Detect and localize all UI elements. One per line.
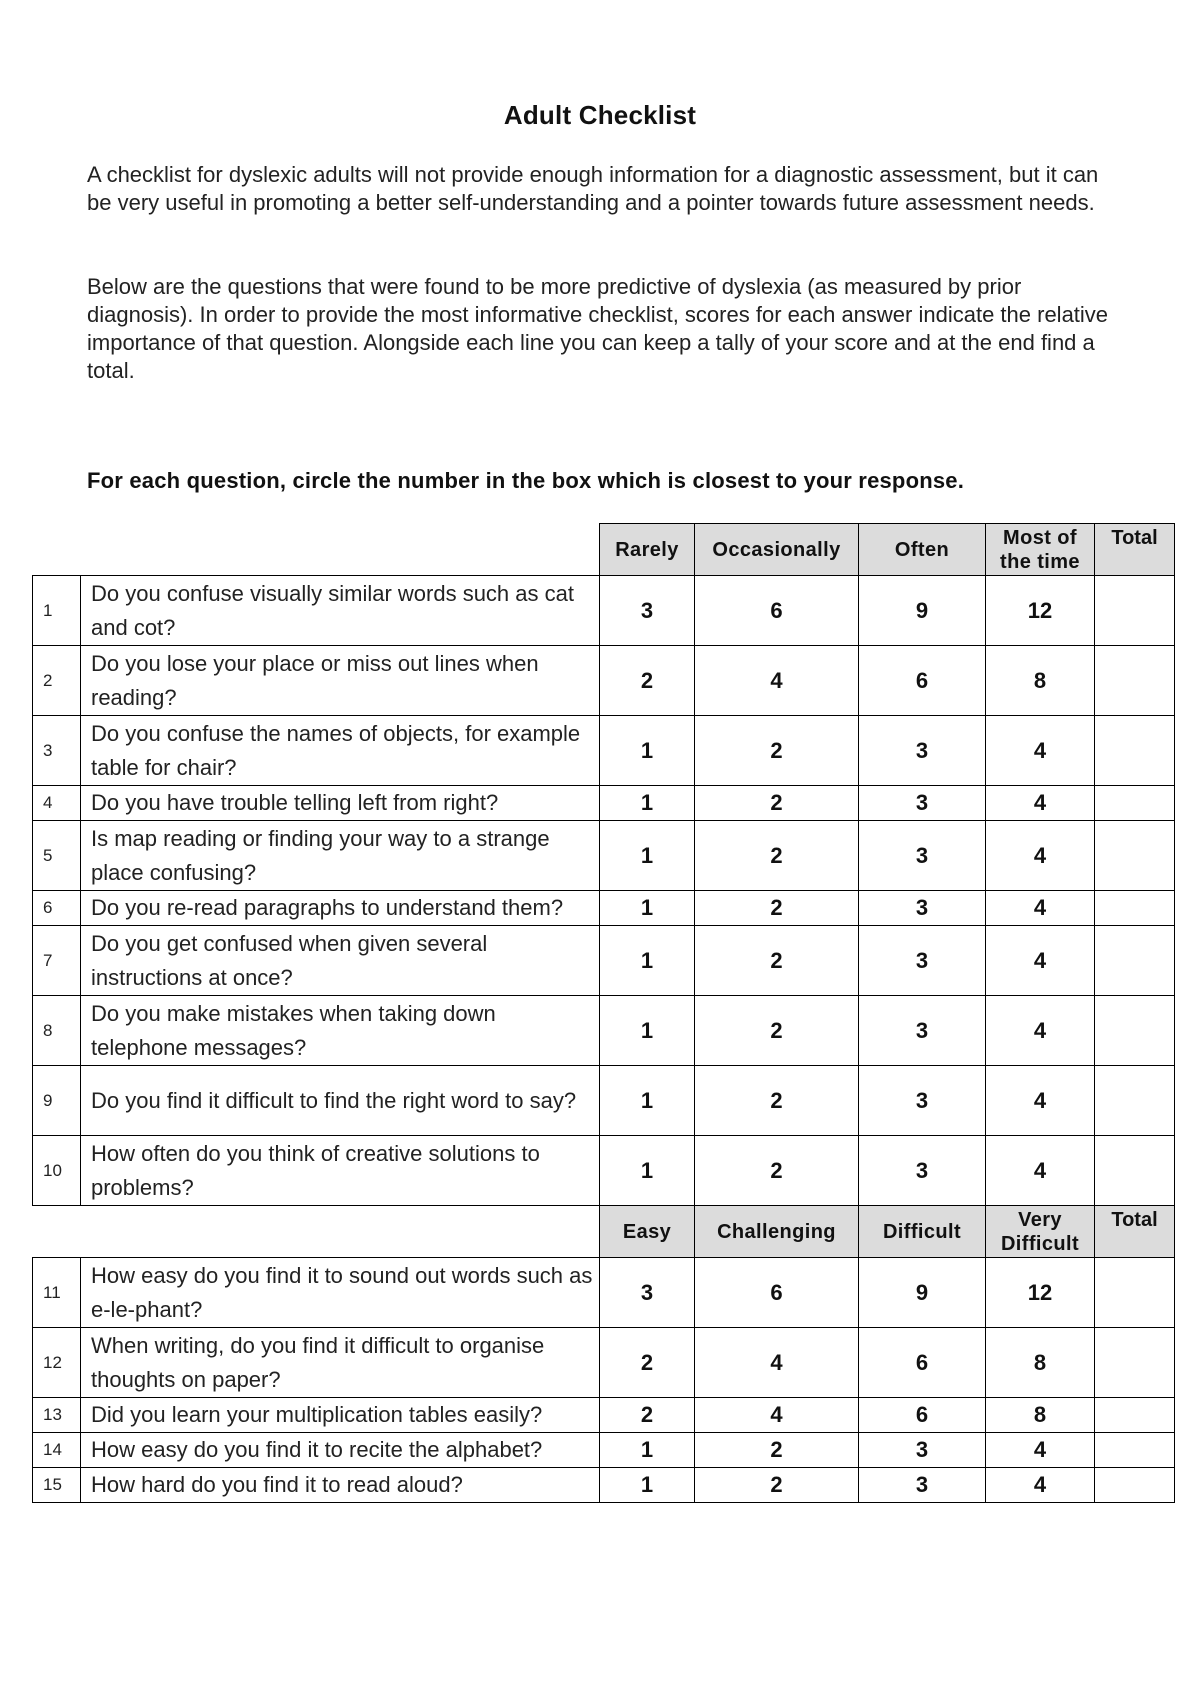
question-row [33, 1328, 1175, 1398]
question-text: Did you learn your multiplication tables easily? [81, 1398, 600, 1433]
total-tally-cell[interactable] [1095, 1328, 1175, 1398]
score-option[interactable]: 4 [986, 926, 1095, 996]
total-tally-cell[interactable] [1095, 716, 1175, 786]
header-spacer [33, 1206, 600, 1258]
score-option[interactable]: 8 [986, 1398, 1095, 1433]
score-option[interactable]: 4 [986, 716, 1095, 786]
question-number: 3 [33, 716, 81, 786]
score-option[interactable]: 3 [859, 1433, 986, 1468]
total-tally-cell[interactable] [1095, 646, 1175, 716]
score-option[interactable]: 1 [600, 1468, 695, 1503]
score-option[interactable]: 1 [600, 786, 695, 821]
question-row [33, 1258, 1175, 1328]
score-option[interactable]: 12 [986, 1258, 1095, 1328]
header-rarely: Rarely [600, 524, 695, 576]
header-total: Total [1095, 524, 1175, 576]
total-tally-cell[interactable] [1095, 1136, 1175, 1206]
intro-paragraph-2: Below are the questions that were found to be more predictive of dyslexia (as measured by prior diagnosis). In order to provide the most informative checklist, scores for each answer indicate the relative importance of that question. Alongside each line you can keep a tally of your score and at the end find a total. [87, 274, 1109, 383]
score-option[interactable]: 9 [859, 576, 986, 646]
question-number: 15 [33, 1468, 81, 1503]
score-option[interactable]: 2 [695, 821, 859, 891]
total-tally-cell[interactable] [1095, 926, 1175, 996]
instruction-text: For each question, circle the number in the box which is closest to your response. [87, 468, 965, 493]
header-often: Often [859, 524, 986, 576]
header-difficult: Difficult [859, 1206, 986, 1258]
score-option[interactable]: 4 [986, 1468, 1095, 1503]
score-option[interactable]: 4 [986, 891, 1095, 926]
question-text: Do you have trouble telling left from right? [81, 786, 600, 821]
total-tally-cell[interactable] [1095, 1468, 1175, 1503]
question-number: 12 [33, 1328, 81, 1398]
question-number: 6 [33, 891, 81, 926]
question-text: How easy do you find it to recite the alphabet? [81, 1433, 600, 1468]
header-total: Total [1095, 1206, 1175, 1258]
score-option[interactable]: 8 [986, 1328, 1095, 1398]
score-option[interactable]: 4 [986, 1433, 1095, 1468]
question-text: Do you lose your place or miss out lines when reading? [81, 646, 600, 716]
score-option[interactable]: 1 [600, 1066, 695, 1136]
total-tally-cell[interactable] [1095, 1398, 1175, 1433]
score-option[interactable]: 3 [859, 821, 986, 891]
question-text: Do you get confused when given several instructions at once? [81, 926, 600, 996]
score-option[interactable]: 2 [695, 1468, 859, 1503]
total-tally-cell[interactable] [1095, 891, 1175, 926]
question-text: Do you find it difficult to find the right word to say? [81, 1066, 600, 1136]
score-option[interactable]: 1 [600, 1136, 695, 1206]
header-spacer [33, 524, 600, 576]
question-number: 7 [33, 926, 81, 996]
question-text: When writing, do you find it difficult to organise thoughts on paper? [81, 1328, 600, 1398]
question-text: Is map reading or finding your way to a strange place confusing? [81, 821, 600, 891]
question-row [33, 646, 1175, 716]
header-easy: Easy [600, 1206, 695, 1258]
score-option[interactable]: 2 [695, 891, 859, 926]
score-option[interactable]: 1 [600, 891, 695, 926]
intro-paragraph-1: A checklist for dyslexic adults will not provide enough information for a diagnostic assessment, but it can be very useful in promoting a better self-understanding and a pointer towards future assessment needs. [87, 162, 1099, 215]
total-tally-cell[interactable] [1095, 821, 1175, 891]
score-option[interactable]: 3 [859, 716, 986, 786]
question-row [33, 786, 1175, 821]
question-row [33, 891, 1175, 926]
score-option[interactable]: 4 [695, 1398, 859, 1433]
question-row [33, 1398, 1175, 1433]
score-option[interactable]: 2 [695, 1066, 859, 1136]
header-challenging: Challenging [695, 1206, 859, 1258]
score-option[interactable]: 4 [986, 821, 1095, 891]
score-option[interactable]: 4 [986, 1066, 1095, 1136]
score-option[interactable]: 6 [695, 1258, 859, 1328]
score-option[interactable]: 8 [986, 646, 1095, 716]
score-option[interactable]: 6 [695, 576, 859, 646]
score-option[interactable]: 4 [695, 1328, 859, 1398]
score-option[interactable]: 2 [695, 786, 859, 821]
question-number: 14 [33, 1433, 81, 1468]
score-option[interactable]: 3 [859, 1468, 986, 1503]
score-option[interactable]: 1 [600, 1433, 695, 1468]
score-option[interactable]: 2 [695, 1433, 859, 1468]
question-text: Do you confuse visually similar words such as cat and cot? [81, 576, 600, 646]
question-row [33, 1136, 1175, 1206]
question-number: 8 [33, 996, 81, 1066]
score-option[interactable]: 2 [600, 1328, 695, 1398]
score-option[interactable]: 12 [986, 576, 1095, 646]
score-option[interactable]: 6 [859, 646, 986, 716]
question-text: How hard do you find it to read aloud? [81, 1468, 600, 1503]
score-option[interactable]: 3 [859, 1066, 986, 1136]
question-number: 2 [33, 646, 81, 716]
total-tally-cell[interactable] [1095, 786, 1175, 821]
score-option[interactable]: 4 [986, 996, 1095, 1066]
score-option[interactable]: 3 [600, 1258, 695, 1328]
score-option[interactable]: 3 [859, 891, 986, 926]
score-option[interactable]: 2 [600, 1398, 695, 1433]
score-option[interactable]: 6 [859, 1328, 986, 1398]
question-number: 4 [33, 786, 81, 821]
question-row [33, 1066, 1175, 1136]
question-row [33, 716, 1175, 786]
score-option[interactable]: 2 [695, 716, 859, 786]
question-row [33, 821, 1175, 891]
score-option[interactable]: 2 [695, 926, 859, 996]
total-tally-cell[interactable] [1095, 1066, 1175, 1136]
score-option[interactable]: 3 [859, 996, 986, 1066]
question-number: 5 [33, 821, 81, 891]
section2-header-row [33, 1206, 1175, 1258]
score-option[interactable]: 4 [986, 786, 1095, 821]
score-option[interactable]: 4 [695, 646, 859, 716]
question-number: 1 [33, 576, 81, 646]
score-option[interactable]: 3 [859, 926, 986, 996]
score-option[interactable]: 1 [600, 821, 695, 891]
page-title: Adult Checklist [503, 100, 697, 130]
question-text: Do you make mistakes when taking down telephone messages? [81, 996, 600, 1066]
question-number: 11 [33, 1258, 81, 1328]
score-option[interactable]: 3 [859, 1136, 986, 1206]
score-option[interactable]: 1 [600, 716, 695, 786]
question-row [33, 996, 1175, 1066]
header-very-difficult: Very Difficult [986, 1206, 1095, 1258]
score-option[interactable]: 3 [859, 786, 986, 821]
score-option[interactable]: 1 [600, 926, 695, 996]
score-option[interactable]: 2 [695, 996, 859, 1066]
header-occasionally: Occasionally [695, 524, 859, 576]
question-number: 13 [33, 1398, 81, 1433]
total-tally-cell[interactable] [1095, 576, 1175, 646]
score-option[interactable]: 9 [859, 1258, 986, 1328]
section1-header-row [33, 524, 1175, 576]
score-option[interactable]: 2 [695, 1136, 859, 1206]
total-tally-cell[interactable] [1095, 1433, 1175, 1468]
question-text: How often do you think of creative solutions to problems? [81, 1136, 600, 1206]
question-text: How easy do you find it to sound out words such as e-le-phant? [81, 1258, 600, 1328]
total-tally-cell[interactable] [1095, 1258, 1175, 1328]
score-option[interactable]: 2 [600, 646, 695, 716]
checklist-table [32, 523, 1175, 1503]
question-row [33, 1468, 1175, 1503]
question-number: 9 [33, 1066, 81, 1136]
score-option[interactable]: 4 [986, 1136, 1095, 1206]
question-row [33, 1433, 1175, 1468]
question-number: 10 [33, 1136, 81, 1206]
header-most-of-the-time: Most of the time [986, 524, 1095, 576]
question-row [33, 576, 1175, 646]
total-tally-cell[interactable] [1095, 996, 1175, 1066]
score-option[interactable]: 3 [600, 576, 695, 646]
score-option[interactable]: 6 [859, 1398, 986, 1433]
score-option[interactable]: 1 [600, 996, 695, 1066]
question-text: Do you re-read paragraphs to understand them? [81, 891, 600, 926]
question-text: Do you confuse the names of objects, for example table for chair? [81, 716, 600, 786]
question-row [33, 926, 1175, 996]
